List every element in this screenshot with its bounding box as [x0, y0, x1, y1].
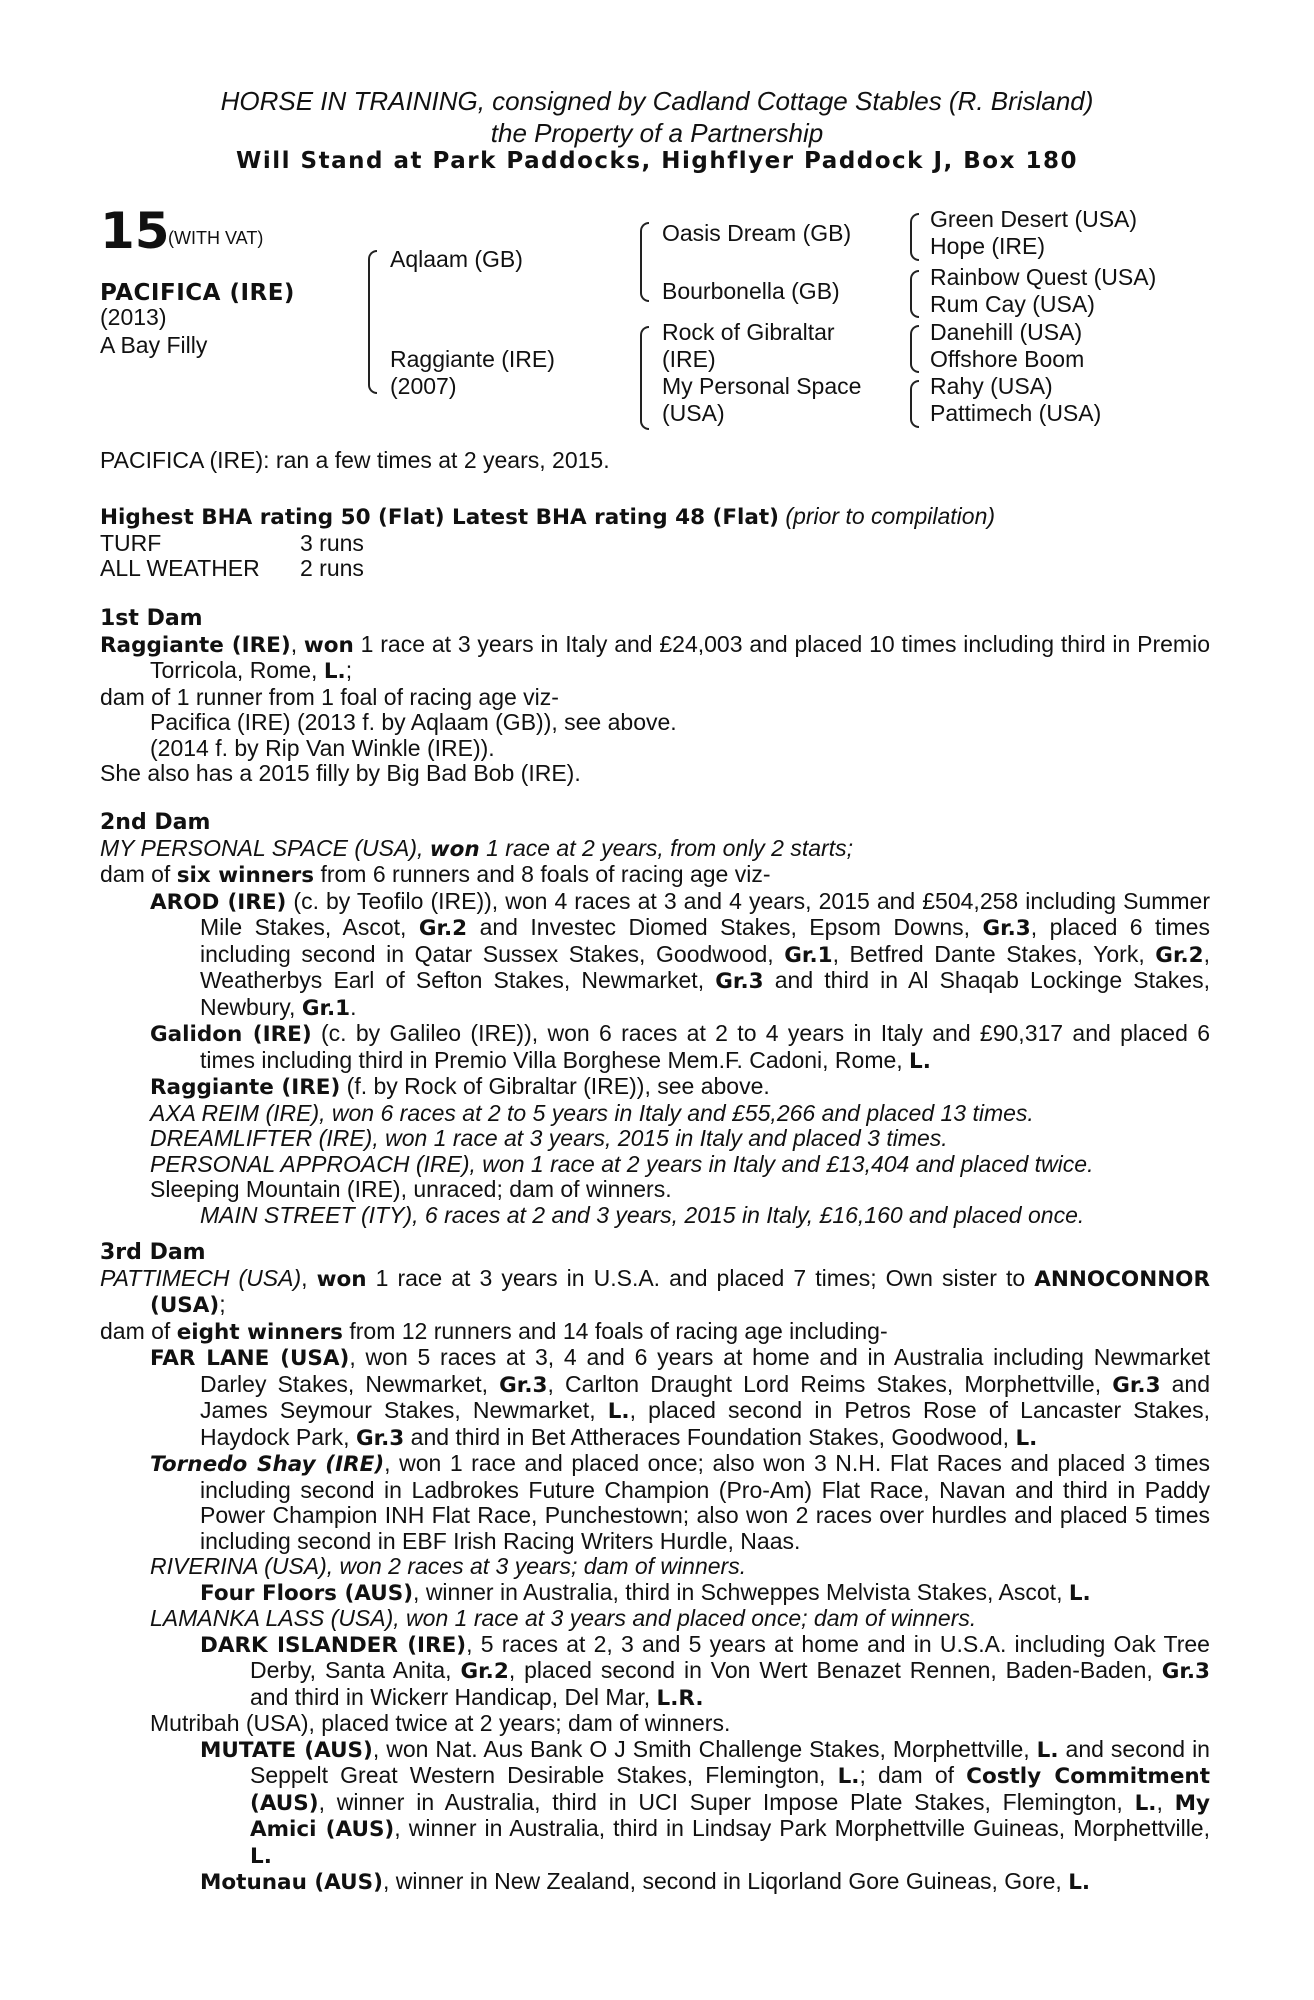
horse-year: (2013): [100, 304, 167, 330]
grandproduce-entry: Motunau (AUS), winner in New Zealand, second in Liqorland Gore Guineas, Gore, L.: [200, 1868, 1091, 1895]
dam-entry: She also has a 2015 filly by Big Bad Bob (IRE).: [100, 760, 581, 786]
sire-sire: Oasis Dream (GB): [662, 220, 852, 246]
pedigree-brace: [640, 326, 649, 430]
sire: Aqlaam (GB): [390, 246, 523, 272]
produce-entry: FAR LANE (USA), won 5 races at 3, 4 and 6 years at home and in Australia including Newmarket Darley Stakes, Newmarket, Gr.3, Carlton Draught Lord Reims Stakes, Morphettville, Gr.3 and James Seymour Stakes, Newmarket, L., placed second in Petros Rose of Lancaster Stakes, Haydock Park, Gr.3 and third in Bet Attheraces Foundation Stakes, Goodwood, L.: [150, 1344, 1211, 1451]
produce-entry: Sleeping Mountain (IRE), unraced; dam of winners.: [150, 1176, 672, 1202]
sds: Rainbow Quest (USA): [930, 264, 1157, 290]
dam-sire-line1: Rock of Gibraltar: [662, 319, 835, 345]
owner-line: the Property of a Partnership: [490, 118, 824, 148]
dsd: Offshore Boom: [930, 346, 1085, 372]
dam-sire-line2: (IRE): [662, 346, 716, 372]
section-heading: 3rd Dam: [100, 1240, 206, 1265]
produce-entry: PERSONAL APPROACH (IRE), won 1 race at 2 years in Italy and £13,404 and placed twice.: [150, 1150, 1094, 1177]
pedigree-brace: [368, 250, 377, 394]
dam-line1: Raggiante (IRE): [390, 346, 555, 372]
produce-entry: AXA REIM (IRE), won 6 races at 2 to 5 years in Italy and £55,266 and placed 13 times.: [150, 1099, 1034, 1126]
rating-note: (prior to compilation): [785, 503, 996, 529]
pedigree-brace: [910, 270, 919, 318]
dss: Danehill (USA): [930, 319, 1083, 345]
location-line: Will Stand at Park Paddocks, Highflyer Paddock J, Box 180: [236, 148, 1078, 174]
pedigree-brace: [910, 213, 919, 261]
third-dam-section: [100, 1240, 1210, 1896]
produce-entry: Tornedo Shay (IRE), won 1 race and placed once; also won 3 N.H. Flat Races and placed 3 times including second in Ladbrokes Future Champion (Pro-Am) Flat Race, Navan and third in Paddy Power Champion INH Flat Race, Punchestown; also won 2 races over hurdles and placed 5 times including second in EBF Irish Racing Writers Hurdle, Naas.: [150, 1450, 1210, 1554]
turf-label: TURF: [100, 529, 162, 556]
sire-dam: Bourbonella (GB): [662, 278, 840, 304]
grandproduce-entry: DARK ISLANDER (IRE), 5 races at 2, 3 and 5 years at home and in U.S.A. including Oak Tree Derby, Santa Anita, Gr.2, placed second in Von Wert Benazet Rennen, Baden-Baden, Gr.3 and third in Wickerr Handicap, Del Mar, L.R.: [200, 1630, 1210, 1711]
lot-number: 15: [100, 202, 170, 260]
produce-entry: AROD (IRE) (c. by Teofilo (IRE)), won 4 races at 3 and 4 years, 2015 and £504,258 including Summer Mile Stakes, Ascot, Gr.2 and Investec Diomed Stakes, Epsom Downs, Gr.3, placed 6 times including second in Qatar Sussex Stakes, Goodwood, Gr.1, Betfred Dante Stakes, York, Gr.2, Weatherbys Earl of Sefton Stakes, Newmarket, Gr.3 and third in Al Shaqab Lockinge Stakes, Newbury, Gr.1.: [150, 887, 1210, 1021]
pedigree-brace: [910, 380, 919, 428]
dam-dam-line1: My Personal Space: [662, 373, 862, 399]
produce-entry: Galidon (IRE) (c. by Galileo (IRE)), won 6 races at 2 to 4 years in Italy and £90,317 and placed 6 times including third in Premio Villa Borghese Mem.F. Cadoni, Rome, L.: [150, 1020, 1210, 1074]
dam-entry: dam of 1 runner from 1 foal of racing age viz-: [100, 683, 559, 710]
section-heading: 2nd Dam: [100, 810, 211, 835]
dam-entry: MY PERSONAL SPACE (USA), won 1 race at 2 years, from only 2 starts;: [100, 834, 853, 862]
grandproduce-entry: Four Floors (AUS), winner in Australia, third in Schweppes Melvista Stakes, Ascot, L.: [200, 1578, 1091, 1606]
dam-entry: PATTIMECH (USA), won 1 race at 3 years in U.S.A. and placed 7 times; Own sister to ANNOCONNOR (USA);: [100, 1264, 1211, 1318]
sdd: Rum Cay (USA): [930, 291, 1095, 317]
dam-line2: (2007): [390, 373, 457, 399]
second-dam-section: [100, 810, 1210, 1228]
produce-entry: Mutribah (USA), placed twice at 2 years; dam of winners.: [150, 1710, 731, 1736]
produce-entry: Raggiante (IRE) (f. by Rock of Gibraltar (IRE)), see above.: [150, 1073, 770, 1100]
pedigree-brace: [640, 222, 649, 302]
turf-runs: 3 runs: [300, 529, 364, 556]
grandproduce-entry: MUTATE (AUS), won Nat. Aus Bank O J Smith Challenge Stakes, Morphettville, L. and second in Seppelt Great Western Desirable Stakes, Flemington, L.; dam of Costly Commitment (AUS), winner in Australia, third in UCI Super Impose Plate Stakes, Flemington, L., My Amici (AUS), winner in Australia, third in Lindsay Park Morphettville Guineas, Morphettville, L.: [200, 1735, 1210, 1869]
bha-rating: Highest BHA rating 50 (Flat) Latest BHA rating 48 (Flat): [100, 505, 780, 530]
aw-runs: 2 runs: [300, 555, 364, 581]
produce-entry: DREAMLIFTER (IRE), won 1 race at 3 years, 2015 in Italy and placed 3 times.: [150, 1125, 948, 1151]
horse-description: A Bay Filly: [100, 332, 208, 358]
first-dam-section: [100, 606, 1210, 787]
produce-entry: LAMANKA LASS (USA), won 1 race at 3 years and placed once; dam of winners.: [150, 1605, 977, 1631]
ddd: Pattimech (USA): [930, 400, 1102, 426]
section-heading: 1st Dam: [100, 606, 203, 631]
dam-dam-line2: (USA): [662, 400, 725, 426]
dam-entry: dam of six winners from 6 runners and 8 foals of racing age viz-: [100, 861, 771, 888]
vat-note: (WITH VAT): [168, 228, 264, 248]
rating-block: [100, 504, 1210, 582]
dam-entry: Raggiante (IRE), won 1 race at 3 years in Italy and £24,003 and placed 10 times including third in Premio Torricola, Rome, L.;: [100, 630, 1210, 684]
ssd: Hope (IRE): [930, 233, 1046, 259]
horse-name: PACIFICA (IRE): [100, 280, 295, 306]
pedigree-brace: [910, 325, 919, 373]
consignor-line: HORSE IN TRAINING, consigned by Cadland Cottage Stables (R. Brisland): [220, 86, 1094, 116]
dds: Rahy (USA): [930, 373, 1053, 399]
produce-entry: Pacifica (IRE) (2013 f. by Aqlaam (GB)), see above.: [150, 709, 677, 735]
sss: Green Desert (USA): [930, 206, 1138, 232]
produce-entry: RIVERINA (USA), won 2 races at 3 years; dam of winners.: [150, 1553, 747, 1579]
produce-entry: (2014 f. by Rip Van Winkle (IRE)).: [150, 734, 495, 761]
grandproduce-entry: MAIN STREET (ITY), 6 races at 2 and 3 years, 2015 in Italy, £16,160 and placed once.: [200, 1201, 1085, 1228]
aw-label: ALL WEATHER: [100, 555, 260, 581]
dam-entry: dam of eight winners from 12 runners and 14 foals of racing age including-: [100, 1317, 888, 1345]
race-summary: PACIFICA (IRE): ran a few times at 2 years, 2015.: [100, 447, 610, 473]
